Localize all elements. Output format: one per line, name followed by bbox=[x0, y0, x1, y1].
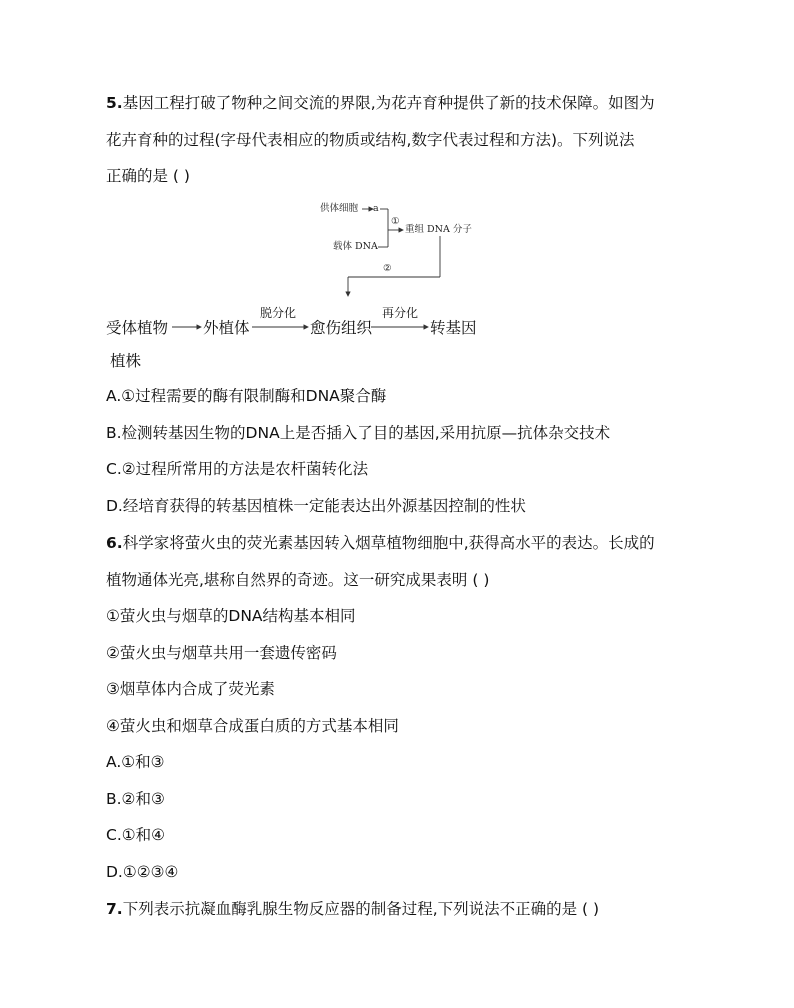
diagram-step-2: ② bbox=[383, 263, 392, 274]
question-7-line-1 bbox=[106, 899, 599, 919]
flow-dedifferentiation-label: 脱分化 bbox=[260, 306, 297, 320]
question-6-option-a: A.①和③ bbox=[106, 753, 165, 771]
diagram-label-a: a bbox=[373, 203, 379, 214]
question-6-stem-part1: 科学家将萤火虫的荧光素基因转入烟草植物细胞中,获得高水平的表达。长成的 bbox=[122, 534, 655, 552]
question-6-statement-1: ①萤火虫与烟草的DNA结构基本相同 bbox=[106, 607, 356, 625]
flow-callus: 愈伤组织 bbox=[310, 319, 373, 337]
question-5-option-a: A.①过程需要的酶有限制酶和DNA聚合酶 bbox=[106, 387, 387, 405]
flow-transgenic: 转基因 bbox=[430, 319, 477, 337]
question-5-line-3: 正确的是 ( ) bbox=[106, 167, 190, 185]
question-6-option-c: C.①和④ bbox=[106, 826, 166, 844]
question-6-number: 6. bbox=[106, 534, 123, 552]
question-5-line-2: 花卉育种的过程(字母代表相应的物质或结构,数字代表过程和方法)。下列说法 bbox=[106, 131, 635, 149]
question-6-line-2: 植物通体光亮,堪称自然界的奇迹。这一研究成果表明 ( ) bbox=[106, 571, 490, 589]
flow-redifferentiation-label: 再分化 bbox=[382, 306, 419, 320]
question-5-number: 5. bbox=[106, 94, 123, 112]
question-6-option-b: B.②和③ bbox=[106, 790, 165, 808]
question-6-option-d: D.①②③④ bbox=[106, 863, 179, 881]
diagram-step-1: ① bbox=[391, 216, 400, 227]
question-5-stem-part1: 基因工程打破了物种之间交流的界限,为花卉育种提供了新的技术保障。如图为 bbox=[122, 94, 655, 112]
flow-plant: 植株 bbox=[110, 352, 142, 370]
question-6-statement-3: ③烟草体内合成了荧光素 bbox=[106, 680, 275, 698]
flow-explant: 外植体 bbox=[203, 319, 250, 337]
question-5-option-c: C.②过程所常用的方法是农杆菌转化法 bbox=[106, 460, 369, 478]
question-6-statement-2: ②萤火虫与烟草共用一套遗传密码 bbox=[106, 644, 337, 662]
question-7-number: 7. bbox=[106, 900, 123, 918]
diagram-donor-cell: 供体细胞 bbox=[320, 203, 359, 214]
question-7-stem-part1: 下列表示抗凝血酶乳腺生物反应器的制备过程,下列说法不正确的是 ( ) bbox=[122, 900, 600, 918]
diagram-recombinant-dna: 重组 DNA 分子 bbox=[405, 224, 472, 235]
flow-recipient-plant: 受体植物 bbox=[106, 319, 169, 337]
question-6-statement-4: ④萤火虫和烟草合成蛋白质的方式基本相同 bbox=[106, 717, 399, 735]
question-5-option-b: B.检测转基因生物的DNA上是否插入了目的基因,采用抗原—抗体杂交技术 bbox=[106, 424, 611, 442]
question-5-option-d: D.经培育获得的转基因植株一定能表达出外源基因控制的性状 bbox=[106, 497, 526, 515]
question-6-line-1 bbox=[106, 533, 655, 553]
diagram-vector-dna: 载体 DNA bbox=[333, 241, 378, 252]
